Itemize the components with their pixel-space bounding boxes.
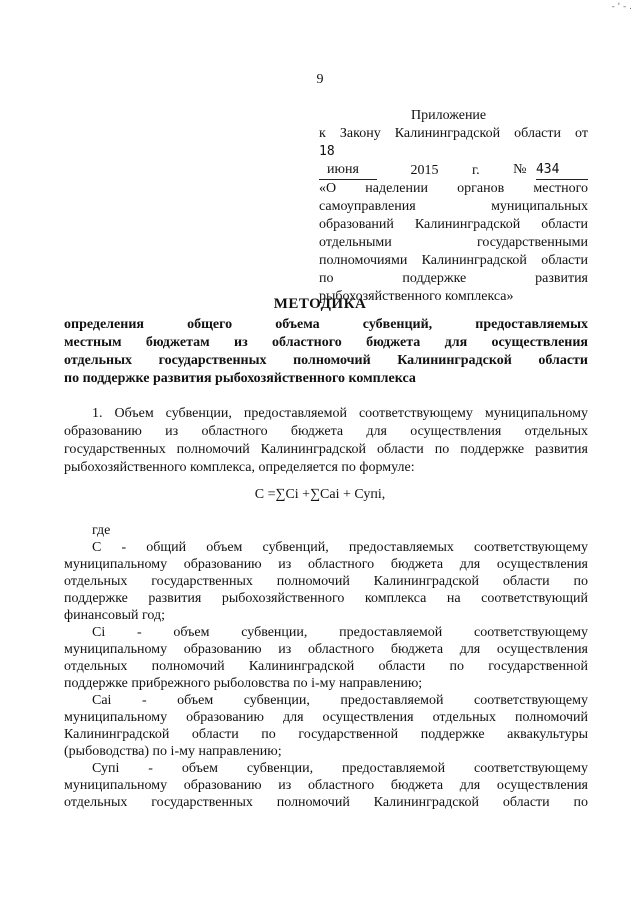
- definition-cupi-line: Супi - объем субвенции, предоставляемой соответствующему: [92, 761, 588, 776]
- document-subheading: [64, 316, 588, 388]
- definition-c-line: поддержке развития рыбохозяйственного комплекса на соответствующий: [64, 591, 588, 606]
- paragraph-line: рыбохозяйственного комплекса, определяется по формуле:: [64, 460, 415, 475]
- definition-c-line: финансовый год;: [64, 608, 165, 623]
- definition-ci-line: муниципальному образованию из областного бюджета для осуществления: [64, 642, 588, 657]
- appendix-block: [319, 107, 588, 306]
- appendix-law-line: к Закону Калининградской области от: [319, 126, 588, 141]
- scan-corner-mark: - ' - .: [611, 2, 632, 12]
- subheading-line: по поддержке развития рыбохозяйственного комплекса: [64, 371, 416, 386]
- appendix-quote-line: «О наделении органов местного: [319, 181, 588, 196]
- date-day: 18: [319, 144, 335, 159]
- definition-c-line: муниципальному образованию из областного бюджета для осуществления: [64, 557, 588, 572]
- date-year: 2015: [410, 163, 439, 178]
- date-suffix: г.: [471, 163, 480, 178]
- appendix-title: Приложение: [411, 108, 487, 123]
- where-label: где: [92, 523, 111, 538]
- definition-cai-line: муниципальному образованию для осуществления отдельных полномочий: [64, 710, 588, 725]
- paragraph-line: образованию из областного бюджета для осуществления отдельных: [64, 424, 588, 439]
- number-sign: №: [513, 162, 527, 177]
- definition-ci-line: Сi - объем субвенции, предоставляемой соответствующему: [92, 625, 588, 640]
- definitions-block: [64, 522, 588, 811]
- subheading-line: отдельных государственных полномочий Калининградской области: [64, 353, 588, 368]
- paragraph-1: [64, 405, 588, 477]
- date-month: июня: [327, 162, 359, 177]
- date-day-field: [319, 143, 377, 180]
- definition-c-line: С - общий объем субвенций, предоставляемых соответствующему: [92, 540, 588, 555]
- appendix-quote-line: рыбохозяйственного комплекса»: [319, 289, 514, 304]
- definition-cai-line: (рыбоводства) по i-му направлению;: [64, 744, 282, 759]
- definition-cupi-line: отдельных государственных полномочий Калининградской области по: [64, 795, 588, 810]
- definition-ci-line: отдельных полномочий Калининградской области по государственной: [64, 659, 588, 674]
- subheading-line: местным бюджетам из областного бюджета для осуществления: [64, 335, 588, 350]
- appendix-quote-line: по поддержке развития: [319, 271, 588, 286]
- subheading-line: определения общего объема субвенций, предоставляемых: [64, 317, 588, 332]
- appendix-quote-line: отдельными государственными: [319, 235, 588, 250]
- formula: С =∑Сi +∑Саi + Супi,: [254, 487, 386, 502]
- appendix-quote-line: образований Калининградской области: [319, 217, 588, 232]
- document-heading: МЕТОДИКА: [273, 296, 367, 312]
- definition-cai-line: Калининградской области по государственной поддержке аквакультуры: [64, 727, 588, 742]
- appendix-date-line: [319, 143, 588, 180]
- paragraph-line: 1. Объем субвенции, предоставляемой соответствующему муниципальному: [92, 406, 588, 421]
- definition-cupi-line: муниципальному образованию из областного бюджета для осуществления: [64, 778, 588, 793]
- document-number: [513, 161, 588, 180]
- page-number: 9: [316, 72, 324, 87]
- definition-cai-line: Саi - объем субвенции, предоставляемой соответствующему: [92, 693, 588, 708]
- appendix-quote-line: полномочиями Калининградской области: [319, 253, 588, 268]
- definition-c-line: отдельных государственных полномочий Калининградской области по: [64, 574, 588, 589]
- number-value: 434: [536, 161, 588, 180]
- paragraph-line: государственных полномочий Калининградской области по поддержке развития: [64, 442, 588, 457]
- definition-ci-line: поддержке прибрежного рыболовства по i-му направлению;: [64, 676, 423, 691]
- appendix-quote-line: самоуправления муниципальных: [319, 199, 588, 214]
